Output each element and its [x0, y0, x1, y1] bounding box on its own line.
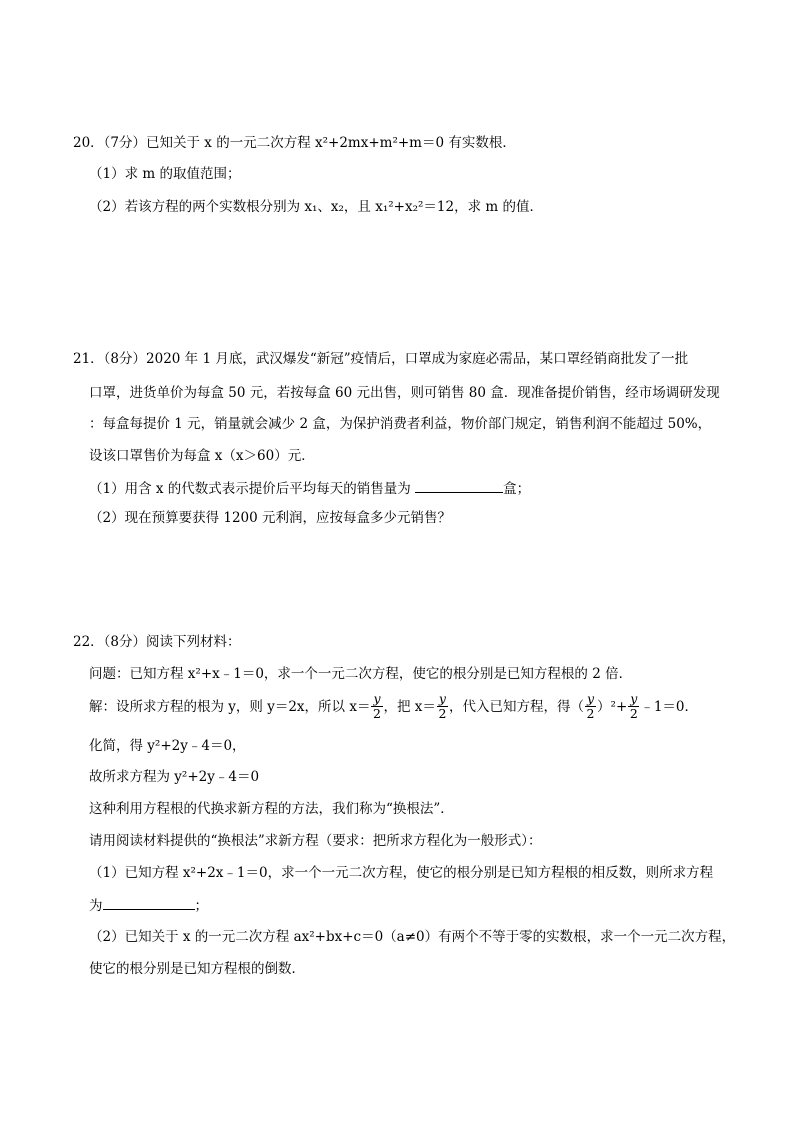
fraction-numerator: y: [438, 691, 446, 706]
q22-stem: 22．（8分）阅读下列材料：: [73, 634, 241, 650]
fraction-y-over-2: [371, 692, 382, 721]
q22-part2-line1: （2）已知关于 x 的一元二次方程 ax²+bx+c＝0（a≠0）有两个不等于零的实数根，求一个一元二次方程，: [89, 929, 736, 945]
q20-stem: 20．（7分）已知关于 x 的一元二次方程 x²+2mx+m²+m＝0 有实数根．: [73, 135, 516, 151]
q22-part1-line2: [89, 896, 208, 915]
q21-stem-line1: 21．（8分）2020 年 1 月底，武汉爆发“新冠”疫情后，口罩成为家庭必需品，某口罩经销商批发了一批: [73, 351, 689, 367]
fraction-y-over-2: [628, 692, 639, 721]
q22-simplify: 化简，得 y²+2y﹣4＝0，: [89, 738, 246, 754]
q21-stem-line2: 口罩，进货单价为每盒 50 元，若按每盒 60 元出售，则可销售 80 盒．现准备提价销售，经市场调研发现: [89, 385, 720, 401]
q22-solution-c: ，代入已知方程，得（: [448, 699, 584, 715]
q21-answer-blank[interactable]: [415, 479, 503, 493]
q22-solution: [89, 690, 698, 724]
fraction-denominator: 2: [586, 706, 595, 721]
fraction-y-over-2: [585, 692, 596, 721]
q20-part1: （1）求 m 的取值范围；: [89, 166, 241, 182]
q21-part1: [89, 479, 530, 498]
fraction-denominator: 2: [438, 706, 447, 721]
fraction-denominator: 2: [373, 706, 381, 721]
q22-solution-e: ﹣1＝0．: [640, 699, 699, 715]
q22-instruction: 请用阅读材料提供的“换根法”求新方程（要求：把所求方程化为一般形式）：: [89, 833, 542, 849]
q22-solution-a: 解：设所求方程的根为 y，则 y＝2x，所以 x＝: [89, 699, 371, 715]
q22-solution-b: ，把 x＝: [383, 699, 436, 715]
q21-part1-text: （1）用含 x 的代数式表示提价后平均每天的销售量为: [89, 481, 416, 497]
fraction-numerator: y: [630, 691, 638, 706]
q22-therefore: 故所求方程为 y²+2y﹣4＝0: [89, 769, 260, 785]
q21-part1-unit: 盒；: [503, 481, 531, 497]
q22-part2-line2: 使它的根分别是已知方程根的倒数．: [89, 961, 305, 977]
q22-part1-line1: （1）已知方程 x²+2x﹣1＝0，求一个一元二次方程，使它的根分别是已知方程根的相反数，则所求方程: [89, 865, 714, 881]
q21-stem-line4: 设该口罩售价为每盒 x（x＞60）元．: [89, 448, 315, 464]
fraction-numerator: y: [373, 691, 381, 706]
q22-solution-d: ）²+: [597, 699, 628, 715]
q22-method: 这种利用方程根的代换求新方程的方法，我们称为“换根法”．: [89, 801, 454, 817]
q22-part1-prefix: 为: [89, 898, 103, 914]
fraction-y-over-2: [437, 692, 448, 721]
q22-answer-blank[interactable]: [103, 896, 195, 910]
q20-part2: （2）若该方程的两个实数根分别为 x₁、x₂，且 x₁²+x₂²＝12，求 m 的值．: [89, 199, 543, 215]
q21-stem-line3: ：每盒每提价 1 元，销量就会减少 2 盒，为保护消费者利益，物价部门规定，销售利润不能超过 50%，: [89, 416, 712, 432]
q22-problem: 问题：已知方程 x²+x﹣1＝0，求一个一元二次方程，使它的根分别是已知方程根的 2 倍．: [89, 666, 633, 682]
q22-part1-suffix: ；: [194, 898, 208, 914]
q21-part2: （2）现在预算要获得 1200 元利润，应按每盒多少元销售？: [89, 510, 452, 526]
fraction-numerator: y: [586, 691, 595, 706]
fraction-denominator: 2: [629, 706, 638, 721]
